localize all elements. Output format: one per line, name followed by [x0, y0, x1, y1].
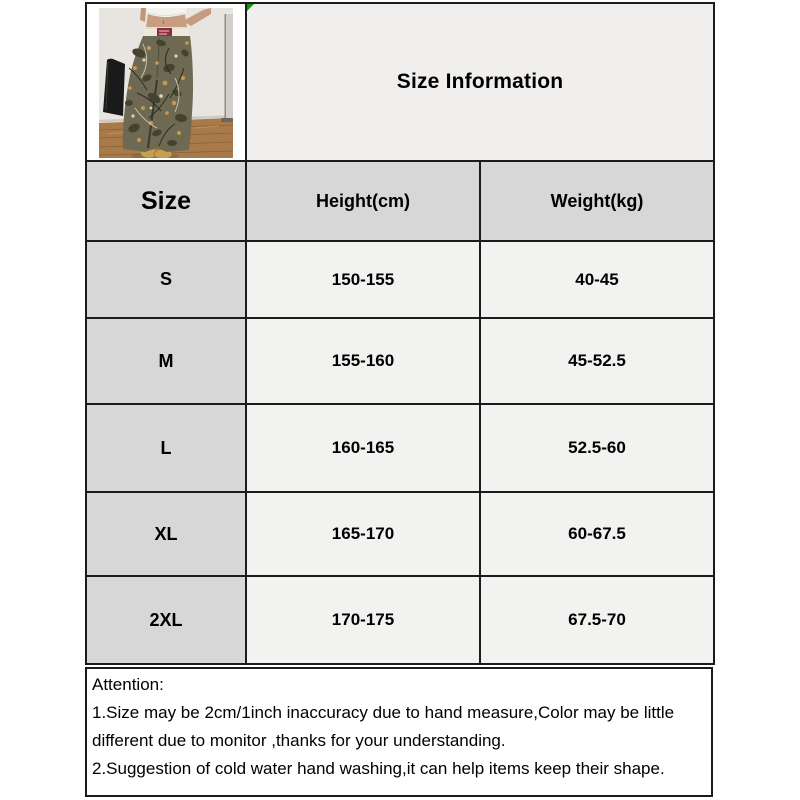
height-value-s: 150-155 — [246, 241, 480, 318]
height-value-xl: 165-170 — [246, 492, 480, 576]
size-label-2xl: 2XL — [86, 576, 246, 664]
height-value-2xl: 170-175 — [246, 576, 480, 664]
table-header-row — [86, 161, 714, 241]
size-label-l: L — [86, 404, 246, 492]
size-table — [85, 2, 715, 665]
table-row — [86, 318, 714, 404]
product-photo-cell — [86, 3, 246, 161]
weight-value-s: 40-45 — [480, 241, 714, 318]
column-header-height: Height(cm) — [246, 161, 480, 241]
table-row — [86, 404, 714, 492]
comment-marker-icon — [247, 3, 257, 11]
attention-heading: Attention: — [92, 675, 164, 694]
size-information-title-cell — [246, 3, 714, 161]
height-value-l: 160-165 — [246, 404, 480, 492]
attention-note-2: 2.Suggestion of cold water hand washing,it can help items keep their shape. — [92, 759, 665, 778]
size-label-xl: XL — [86, 492, 246, 576]
weight-value-m: 45-52.5 — [480, 318, 714, 404]
weight-value-2xl: 67.5-70 — [480, 576, 714, 664]
page-title: Size Information — [396, 70, 564, 93]
table-row — [86, 576, 714, 664]
table-row — [86, 492, 714, 576]
photo-title-row — [86, 3, 714, 161]
table-row — [86, 241, 714, 318]
column-header-size: Size — [86, 161, 246, 241]
weight-value-xl: 60-67.5 — [480, 492, 714, 576]
size-chart-sheet — [85, 2, 713, 797]
product-photo-illustration — [99, 8, 233, 158]
column-header-weight: Weight(kg) — [480, 161, 714, 241]
product-photo — [99, 8, 233, 158]
size-label-m: M — [86, 318, 246, 404]
attention-note-1: 1.Size may be 2cm/1inch inaccuracy due to hand measure,Color may be little different due to monitor ,thanks for your understanding. — [92, 703, 675, 750]
attention-note-box — [85, 667, 713, 797]
height-value-m: 155-160 — [246, 318, 480, 404]
size-label-s: S — [86, 241, 246, 318]
weight-value-l: 52.5-60 — [480, 404, 714, 492]
